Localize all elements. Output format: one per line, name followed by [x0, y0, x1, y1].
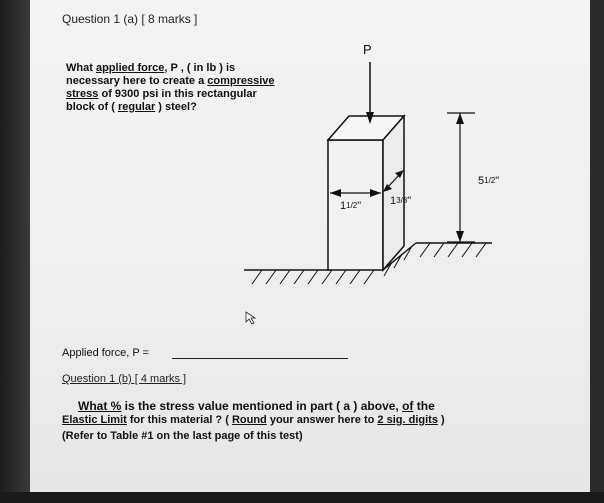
part-a-line-1: What applied force, P , ( in lb ) is [66, 62, 236, 74]
part-a-line-3: stress of 9300 psi in this rectangular [66, 88, 257, 100]
height-dim-arrow-top [456, 113, 464, 124]
applied-force-term: applied force [95, 62, 165, 74]
regular-term: regular [117, 101, 156, 113]
sig-digits-term: 2 sig. digits [377, 414, 438, 426]
elastic-limit-term: Elastic Limit [62, 414, 127, 426]
height-fraction: 1/2 [484, 176, 496, 186]
depth-fraction: 3/8 [396, 196, 408, 206]
compressive-term: compressive [207, 75, 275, 87]
ground-hatch-left [252, 270, 374, 284]
mouse-cursor-icon [246, 312, 255, 324]
applied-force-answer-blank [172, 358, 348, 359]
height-dim-arrow-bottom [456, 231, 464, 242]
depth-dimension-label: 1 3/8 " [390, 195, 412, 207]
part-a-line-2: necessary here to create a compressive [66, 75, 275, 87]
part-a-line-4: block of ( regular ) steel? [66, 101, 197, 113]
part-b-line-2: Elastic Limit for this material ? ( Round your answer here to 2 sig. digits ) [62, 414, 445, 426]
width-dimension-label: 1 1/2 " [340, 200, 362, 212]
what-percent-term: What % [78, 399, 122, 413]
part-b-line-3: (Refer to Table #1 on the last page of this test) [62, 430, 303, 442]
height-dimension-label: 5 1/2 " [478, 175, 500, 187]
stress-term: stress [66, 88, 99, 100]
part-a-title: Question 1 (a) [ 8 marks ] [62, 12, 198, 26]
part-b-title: Question 1 (b) [ 4 marks ] [62, 373, 187, 385]
force-label: P [363, 42, 372, 57]
part-b-line-1: What % is the stress value mentioned in part ( a ) above, of the [78, 399, 435, 413]
block-side-face [383, 116, 404, 270]
applied-force-answer-label: Applied force, P = [62, 347, 149, 359]
width-fraction: 1/2 [346, 201, 358, 211]
